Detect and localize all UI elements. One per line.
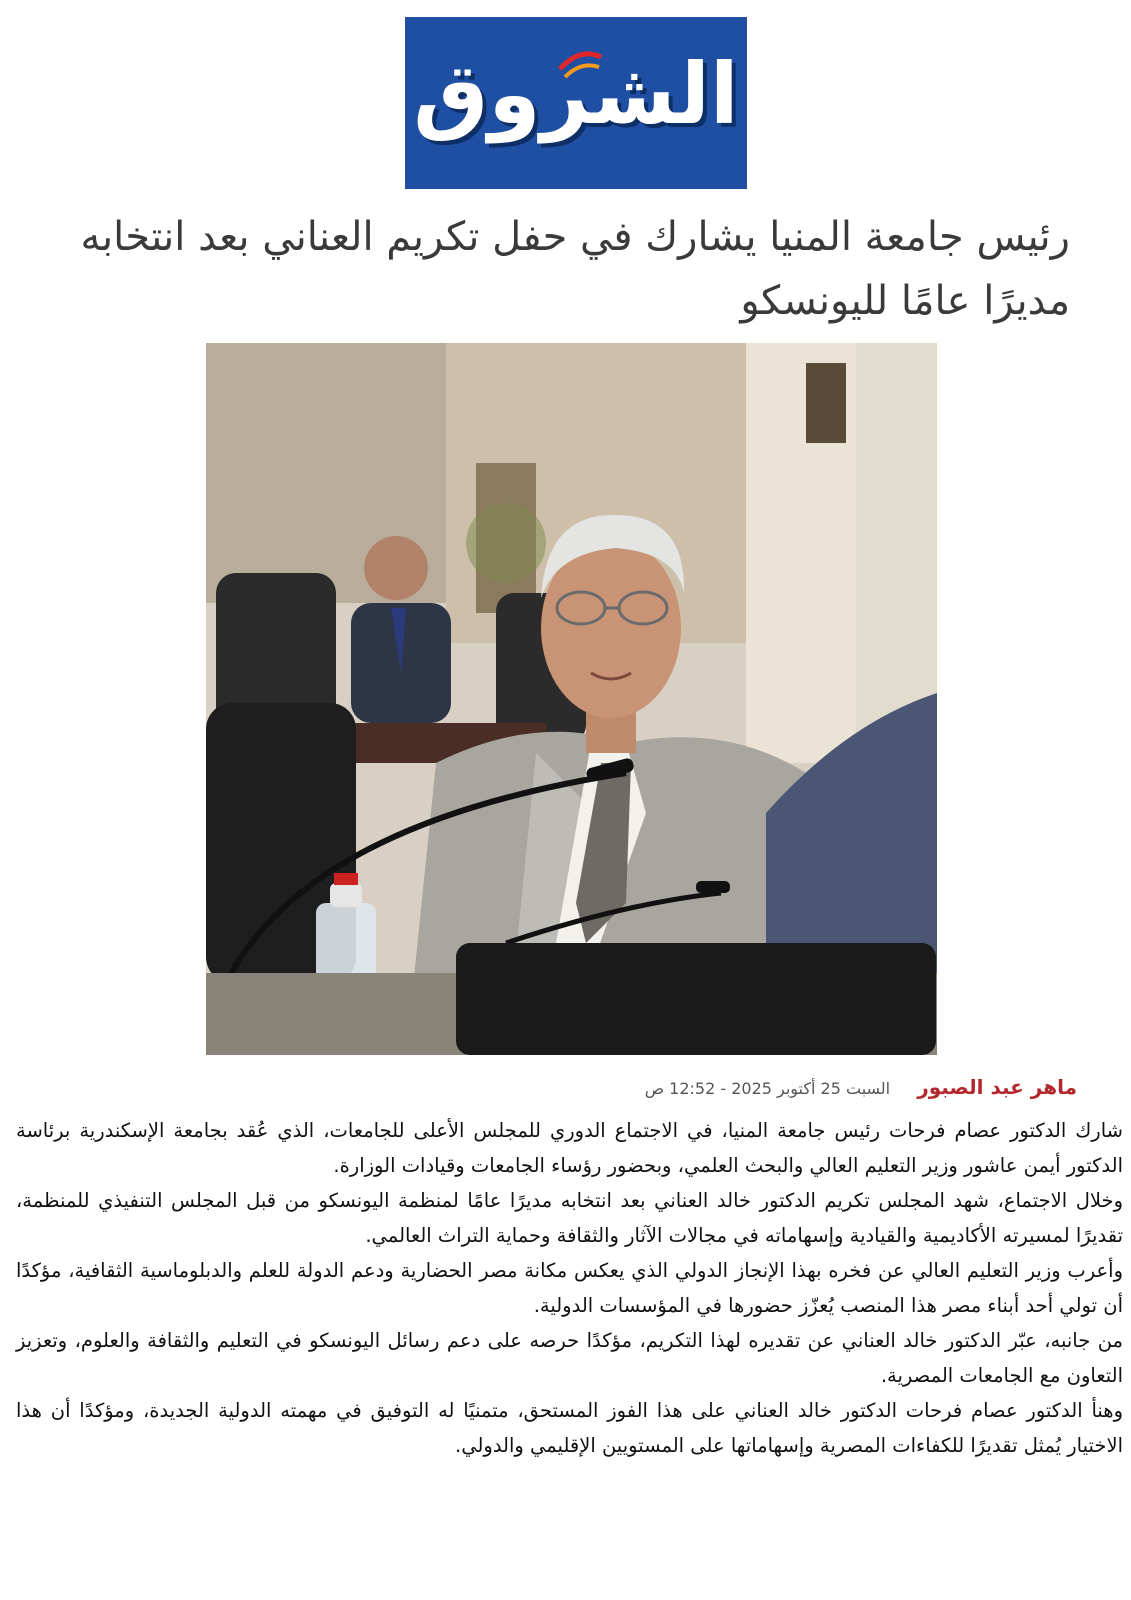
paragraph: وهنأ الدكتور عصام فرحات الدكتور خالد العناني على هذا الفوز المستحق، متمنيًا له التوفيق في مهمته الدولية الجديدة، ومؤكدًا أن هذا الاختيار يُمثل تقديرًا للكفاءات المصرية وإسهاماتها على المستويين الإقليمي والدولي. <box>16 1399 1123 1457</box>
publish-date: السبت 25 أكتوبر 2025 - 12:52 ص <box>644 1079 891 1098</box>
paragraph: وأعرب وزير التعليم العالي عن فخره بهذا الإنجاز الدولي الذي يعكس مكانة مصر الحضارية ودعم الدولة للعلم والدبلوماسية الثقافية، مؤكدًا أن تولي أحد أبناء مصر هذا المنصب يُعزّز حضورها في المؤسسات الدولية. <box>16 1259 1123 1317</box>
logo-text: الشروق <box>413 45 739 143</box>
byline <box>20 1073 1077 1103</box>
article-photo <box>206 343 937 1055</box>
article-headline: رئيس جامعة المنيا يشارك في حفل تكريم العناني بعد انتخابه مديرًا عامًا لليونسكو <box>80 214 1070 324</box>
author-name[interactable]: ماهر عبد الصبور <box>917 1075 1077 1099</box>
article-body <box>16 1113 1123 1463</box>
newspaper-logo <box>405 17 747 189</box>
paragraph: من جانبه، عبّر الدكتور خالد العناني عن تقديره لهذا التكريم، مؤكدًا حرصه على دعم رسائل اليونسكو في التعليم والثقافة والعلوم، وتعزيز التعاون مع الجامعات المصرية. <box>16 1329 1123 1387</box>
paragraph: شارك الدكتور عصام فرحات رئيس جامعة المنيا، في الاجتماع الدوري للمجلس الأعلى للجامعات، الذي عُقد بجامعة الإسكندرية برئاسة الدكتور أيمن عاشور وزير التعليم العالي والبحث العلمي، وبحضور رؤساء الجامعات وقيادات الوزارة. <box>16 1119 1123 1177</box>
paragraph: وخلال الاجتماع، شهد المجلس تكريم الدكتور خالد العناني بعد انتخابه مديرًا عامًا لمنظمة اليونسكو من قبل المجلس التنفيذي للمنظمة، تقديرًا لمسيرته الأكاديمية والقيادية وإسهاماته في مجالات الآثار والثقافة وحماية التراث العالمي. <box>16 1189 1123 1247</box>
